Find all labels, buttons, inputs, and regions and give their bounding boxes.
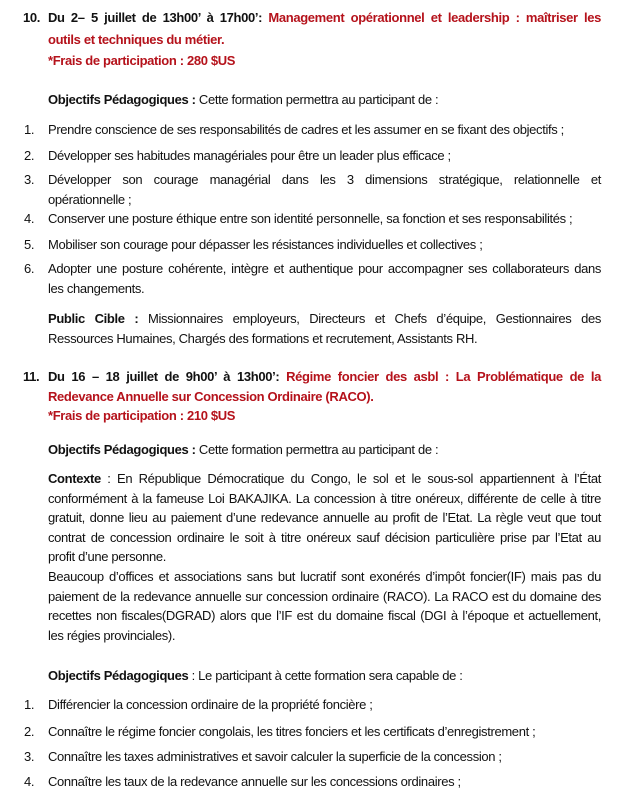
context-line: paiement de la redevance annuelle sur concession ordinaire (RACO). La RACO est du domaine des	[48, 588, 601, 604]
section-11-number: 11.	[23, 369, 40, 384]
section-11-objectives2-line	[48, 666, 463, 686]
section-10-objectives-label: Objectifs Pédagogiques :	[48, 92, 196, 107]
context-line: contrat de concession ordinaire le soit à titre onéreux sauf décision particulière prise par l’Etat au	[48, 529, 601, 545]
list-item-number: 3.	[24, 172, 35, 187]
list-item-number: 4.	[24, 774, 35, 789]
list-item-number: 4.	[24, 211, 35, 226]
list-item-text: Connaître le régime foncier congolais, les titres fonciers et les certificats d’enregistrement ;	[48, 724, 536, 739]
list-item-number: 3.	[24, 749, 35, 764]
section-10-title-cont: outils et techniques du métier.	[48, 32, 225, 47]
list-item-text: Connaître les taxes administratives et savoir calculer la superficie de la concession ;	[48, 749, 502, 764]
section-11-date: Du 16 – 18 juillet de 9h00’ à 13h00’:	[48, 369, 280, 384]
list-item-text: Développer ses habitudes managériales pour être un leader plus efficace ;	[48, 148, 451, 163]
section-11-heading-line-1	[48, 367, 601, 387]
section-11-fee: *Frais de participation : 210 $US	[48, 408, 236, 423]
context-text: : En République Démocratique du Congo, le sol et le sous-sol appartiennent à l’État	[100, 471, 601, 486]
section-10-objectives-line	[48, 90, 438, 110]
list-item-number: 2.	[24, 724, 35, 739]
context-line: les régies provinciales).	[48, 627, 176, 643]
list-item-text: Mobiliser son courage pour dépasser les résistances individuelles et collectives ;	[48, 237, 483, 252]
list-item-text: les changements.	[48, 281, 145, 296]
context-line: conformément à la fameuse Loi BAKAJIKA. La concession à titre onéreux, différente de celle à titre	[48, 490, 601, 506]
section-10-title: Management opérationnel et leadership : maîtriser les	[268, 10, 601, 25]
context-label: Contexte	[48, 471, 101, 486]
section-10-heading-line-1	[48, 8, 601, 28]
list-item-text: Conserver une posture éthique entre son identité personnelle, sa fonction et ses responsabilités ;	[48, 211, 573, 226]
section-11-objectives2-intro: : Le participant à cette formation sera capable de :	[188, 668, 463, 683]
section-11-objectives2-label: Objectifs Pédagogiques	[48, 668, 189, 683]
list-item-text: Développer son courage managérial dans les 3 dimensions stratégique, relationnelle et	[48, 172, 601, 187]
list-item-number: 1.	[24, 697, 35, 712]
list-item-number: 6.	[24, 261, 35, 276]
section-10-number: 10.	[23, 10, 41, 25]
context-line: recettes non fiscales(DGRAD) alors que l’IF est du domaine fiscal (DGI à l’époque et actuellement,	[48, 608, 601, 624]
section-10-public-label: Public Cible :	[48, 311, 139, 326]
list-item-number: 1.	[24, 122, 35, 137]
section-10-date: Du 2– 5 juillet de 13h00’ à 17h00’:	[48, 10, 263, 25]
section-11-objectives-label: Objectifs Pédagogiques :	[48, 442, 196, 457]
list-item-text: Adopter une posture cohérente, intègre et authentique pour accompagner ses collaborateurs dans	[48, 261, 601, 276]
section-10-objectives-intro: Cette formation permettra au participant de :	[195, 92, 439, 107]
list-item-text: Prendre conscience de ses responsabilités de cadres et les assumer en se fixant des objectifs ;	[48, 122, 564, 137]
list-item-text: Connaître les taux de la redevance annuelle sur les concessions ordinaires ;	[48, 774, 461, 789]
section-10-fee: *Frais de participation : 280 $US	[48, 53, 236, 68]
context-line: profit d’une personne.	[48, 549, 167, 565]
section-11-title-cont: Redevance Annuelle sur Concession Ordinaire (RACO).	[48, 389, 374, 404]
context-line: gratuit, donne lieu au paiement d’une redevance annuelle au profit de l’Etat. La règle veut que tout	[48, 510, 601, 526]
list-item-number: 2.	[24, 148, 35, 163]
context-line	[48, 469, 601, 489]
list-item-number: 5.	[24, 237, 35, 252]
section-10-public-line-1	[48, 309, 601, 329]
list-item-text: opérationnelle ;	[48, 192, 132, 207]
section-11-objectives-intro: Cette formation permettra au participant de :	[195, 442, 439, 457]
section-10-public-line-2: Ressources Humaines, Chargés des formations et recrutement, Assistants RH.	[48, 331, 478, 346]
section-10-public-text: Missionnaires employeurs, Directeurs et Chefs d’équipe, Gestionnaires des	[138, 311, 601, 326]
section-11-objectives-line	[48, 440, 438, 460]
context-line: Beaucoup d’offices et associations sans but lucratif sont exonérés d’impôt foncier(IF) mais pas du	[48, 569, 601, 584]
list-item-text: Différencier la concession ordinaire de la propriété foncière ;	[48, 697, 373, 712]
section-11-title: Régime foncier des asbl : La Problématique de la	[286, 369, 601, 384]
